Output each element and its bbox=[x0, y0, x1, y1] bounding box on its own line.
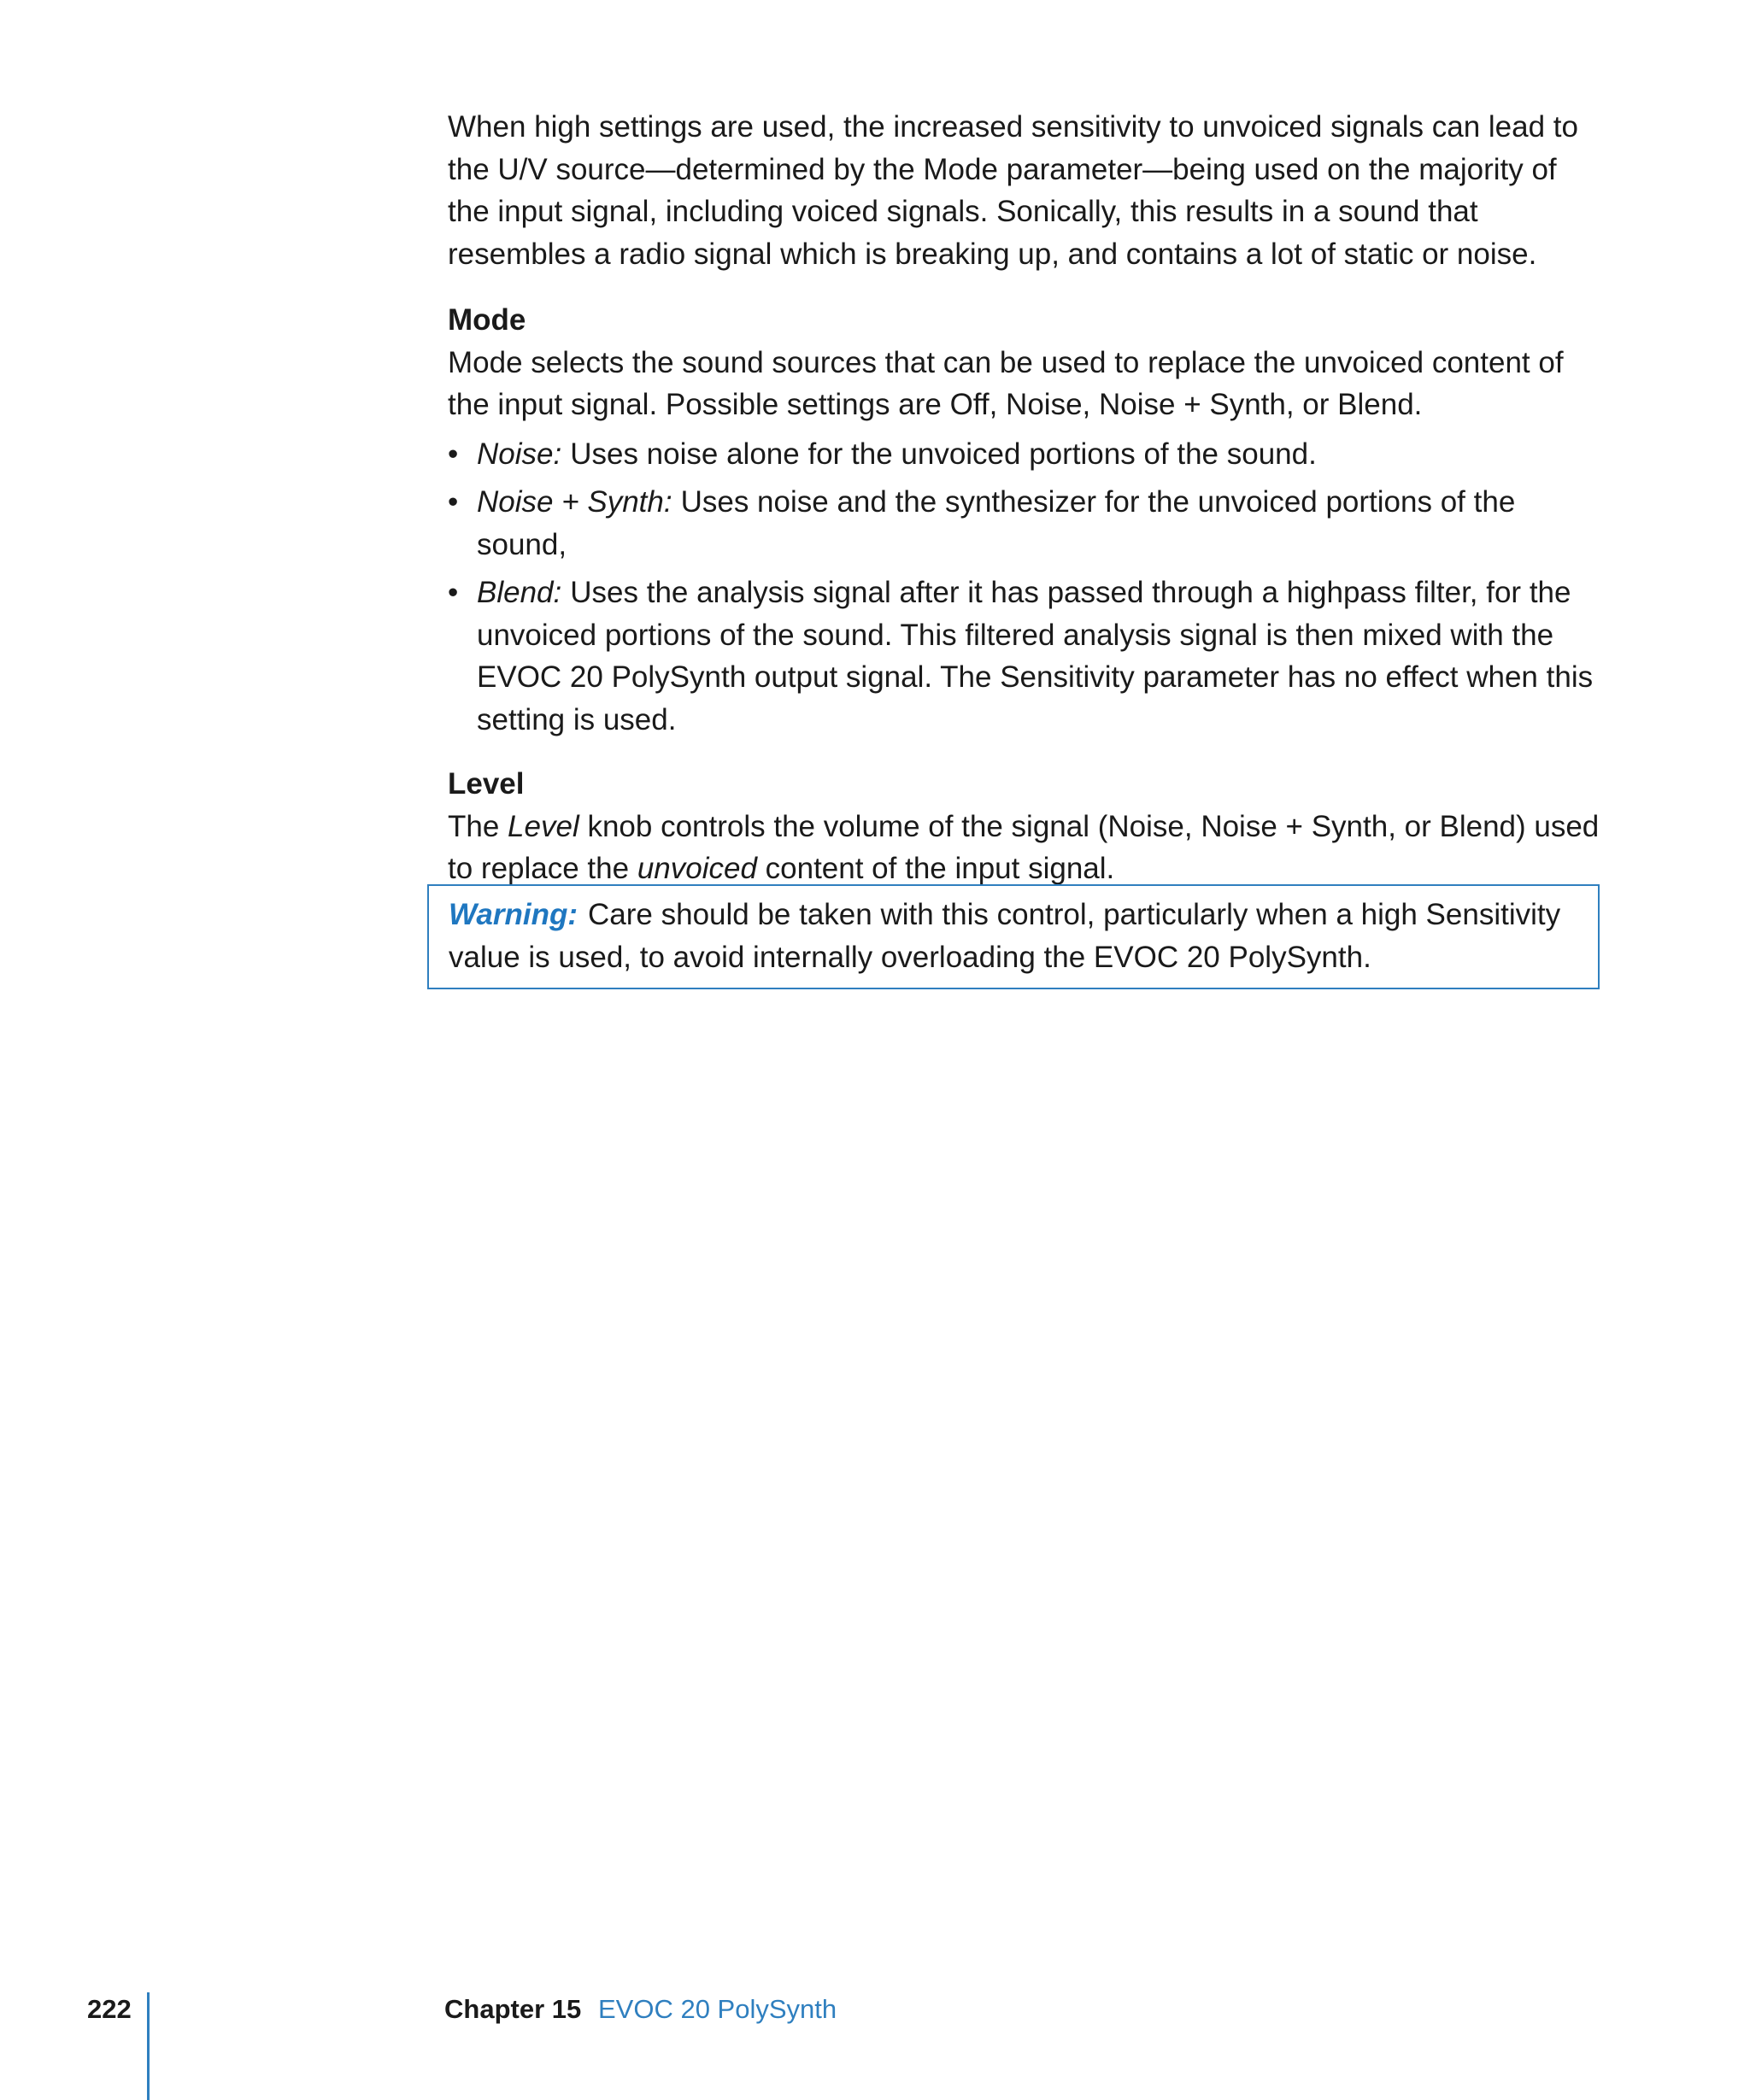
option-term: Blend: bbox=[477, 576, 562, 609]
level-text-middle: knob controls the volume of the signal (Noise, Noise + Synth, or Blend) used to replace the bbox=[448, 809, 1600, 885]
list-item bbox=[448, 433, 1601, 476]
list-item bbox=[448, 572, 1601, 741]
footer-divider bbox=[147, 1992, 150, 2100]
mode-options-list bbox=[448, 433, 1601, 742]
list-item bbox=[448, 481, 1601, 566]
warning-text: Care should be taken with this control, particularly when a high Sensitivity value is used, to avoid internally overloading the EVOC 20 PolySynth. bbox=[449, 898, 1561, 974]
level-text-end: content of the input signal. bbox=[756, 852, 1115, 885]
level-paragraph bbox=[448, 806, 1601, 890]
option-term: Noise: bbox=[477, 437, 562, 471]
level-heading: Level bbox=[448, 767, 525, 801]
page-number: 222 bbox=[87, 1994, 132, 2024]
warning-box bbox=[427, 884, 1600, 989]
intro-paragraph: When high settings are used, the increased sensitivity to unvoiced signals can lead to the U/V source—determined by the Mode parameter—being used on the majority of the input signal, including voiced signals. Sonically, this results in a sound that resembles a radio signal which is breaking up, and contains a lot of static or noise. bbox=[448, 110, 1578, 271]
level-text-start: The bbox=[448, 809, 508, 843]
option-term: Noise + Synth: bbox=[477, 485, 672, 519]
warning-paragraph bbox=[449, 894, 1579, 978]
unvoiced-emphasis: unvoiced bbox=[637, 852, 757, 885]
option-description: Uses noise alone for the unvoiced portions of the sound. bbox=[570, 437, 1317, 471]
mode-paragraph: Mode selects the sound sources that can be used to replace the unvoiced content of the input signal. Possible settings are Off, Noise, Noise + Synth, or Blend. bbox=[448, 345, 1564, 421]
chapter-title: EVOC 20 PolySynth bbox=[598, 1994, 837, 2024]
warning-label: Warning: bbox=[449, 898, 578, 931]
option-description: Uses noise and the synthesizer for the unvoiced portions of the sound, bbox=[477, 485, 1516, 561]
mode-heading: Mode bbox=[448, 303, 526, 337]
level-emphasis: Level bbox=[508, 809, 579, 843]
chapter-label: Chapter 15 bbox=[444, 1994, 582, 2024]
page-content bbox=[448, 106, 1601, 924]
option-description: Uses the analysis signal after it has passed through a highpass filter, for the unvoiced portions of the sound. This filtered analysis signal is then mixed with the EVOC 20 PolySynth output signal. The Sensitivity parameter has no effect when this setting is used. bbox=[477, 576, 1594, 736]
